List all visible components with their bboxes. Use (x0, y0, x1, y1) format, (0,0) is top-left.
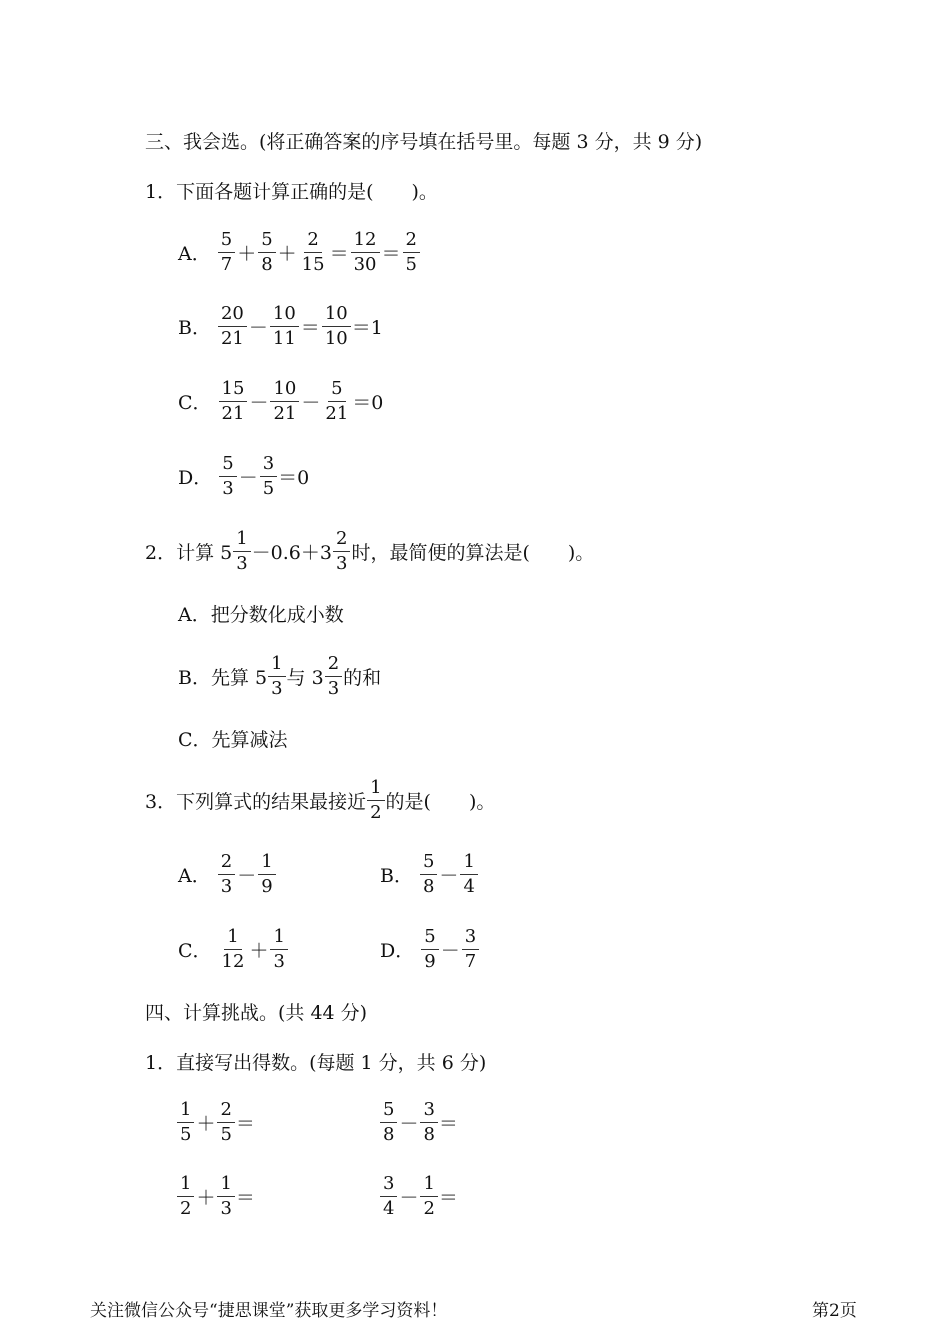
fraction: $\frac{1}{3}$ (233, 530, 250, 573)
q1-option-b: B． $\frac{20}{21}$ － $\frac{10}{11}$ ＝ $\frac{10}{10}$ ＝1 (178, 302, 383, 349)
calc-expression: $\frac{5}{8}$ － $\frac{3}{8}$ ＝ (379, 1102, 458, 1142)
fraction: $\frac{1}{3}$ (217, 1175, 234, 1218)
fraction: $\frac{10}{10}$ (322, 305, 351, 348)
fraction: $\frac{5}{8}$ (380, 1101, 397, 1144)
q3-option-d: D． $\frac{5}{9}$ － $\frac{3}{7}$ (380, 929, 480, 969)
q1-option-a: A． $\frac{5}{7}$ ＋ $\frac{5}{8}$ ＋ $\frac{2}{15}$ ＝ $\frac{12}{30}$ ＝ $\frac{2}{5}$ (178, 232, 421, 272)
fraction: $\frac{5}{3}$ (219, 455, 236, 498)
s4-q1-stem: 1．直接写出得数。(每题 1 分，共 6 分) (145, 1051, 487, 1074)
fraction: $\frac{2}{3}$ (325, 655, 342, 698)
calc-expression: $\frac{1}{5}$ ＋ $\frac{2}{5}$ ＝ (176, 1102, 255, 1142)
fraction: $\frac{1}{12}$ (221, 925, 245, 972)
fraction: $\frac{10}{11}$ (270, 305, 299, 348)
fraction: $\frac{12}{30}$ (351, 231, 380, 274)
section4-title: 四、计算挑战。(共 44 分) (145, 1001, 368, 1024)
fraction: $\frac{2}{5}$ (217, 1101, 234, 1144)
q2-option-c: C．先算减法 (178, 728, 288, 751)
q3-stem: 3．下列算式的结果最接近 $\frac{1}{2}$ 的是( )。 (145, 776, 496, 823)
q2-option-a: A．把分数化成小数 (178, 603, 344, 626)
fraction: $\frac{1}{5}$ (177, 1101, 194, 1144)
q1-option-c: C． $\frac{15}{21}$ － $\frac{10}{21}$ － $\frac{5}{21}$ ＝0 (178, 377, 384, 424)
fraction: $\frac{2}{5}$ (403, 231, 420, 274)
footer-promo: 关注微信公众号“捷思课堂”获取更多学习资料！ (90, 1301, 448, 1321)
fraction: $\frac{1}{9}$ (258, 853, 275, 896)
fraction: $\frac{20}{21}$ (218, 305, 247, 348)
section3-title: 三、我会选。(将正确答案的序号填在括号里。每题 3 分，共 9 分) (145, 130, 703, 153)
q1-stem: 1．下面各题计算正确的是( )。 (145, 180, 438, 203)
fraction: $\frac{3}{5}$ (260, 455, 277, 498)
fraction: $\frac{3}{7}$ (462, 928, 479, 971)
fraction: $\frac{1}{3}$ (270, 928, 287, 971)
fraction: $\frac{1}{2}$ (177, 1175, 194, 1218)
q2-option-b: B．先算 5 $\frac{1}{3}$ 与 3 $\frac{2}{3}$ 的和 (178, 652, 382, 699)
page-number: 第2页 (812, 1301, 857, 1321)
calc-expression: $\frac{1}{2}$ ＋ $\frac{1}{3}$ ＝ (176, 1176, 255, 1216)
fraction: $\frac{1}{2}$ (420, 1175, 437, 1218)
fraction: $\frac{5}{21}$ (325, 377, 349, 424)
fraction: $\frac{2}{3}$ (333, 530, 350, 573)
fraction: $\frac{1}{3}$ (268, 655, 285, 698)
fraction: $\frac{3}{4}$ (380, 1175, 397, 1218)
q2-stem: 2．计算 5 $\frac{1}{3}$ －0.6＋3 $\frac{2}{3}$ 时，最简便的算法是( )。 (145, 527, 595, 574)
fraction: $\frac{5}{9}$ (421, 928, 438, 971)
q1-option-d: D． $\frac{5}{3}$ － $\frac{3}{5}$ ＝0 (178, 452, 310, 499)
fraction: $\frac{1}{4}$ (460, 853, 477, 896)
q3-option-b: B． $\frac{5}{8}$ － $\frac{1}{4}$ (380, 854, 479, 894)
fraction: $\frac{5}{7}$ (218, 231, 235, 274)
fraction: $\frac{3}{8}$ (420, 1101, 437, 1144)
calc-expression: $\frac{3}{4}$ － $\frac{1}{2}$ ＝ (379, 1176, 458, 1216)
fraction: $\frac{5}{8}$ (420, 853, 437, 896)
fraction: $\frac{5}{8}$ (258, 231, 275, 274)
q3-option-a: A． $\frac{2}{3}$ － $\frac{1}{9}$ (178, 854, 277, 894)
fraction: $\frac{10}{21}$ (270, 380, 299, 423)
fraction: $\frac{2}{3}$ (218, 853, 235, 896)
fraction: $\frac{1}{2}$ (367, 779, 384, 822)
fraction: $\frac{15}{21}$ (219, 380, 248, 423)
q3-option-c: C． $\frac{1}{12}$ ＋ $\frac{1}{3}$ (178, 929, 289, 969)
fraction: $\frac{2}{15}$ (301, 228, 325, 275)
